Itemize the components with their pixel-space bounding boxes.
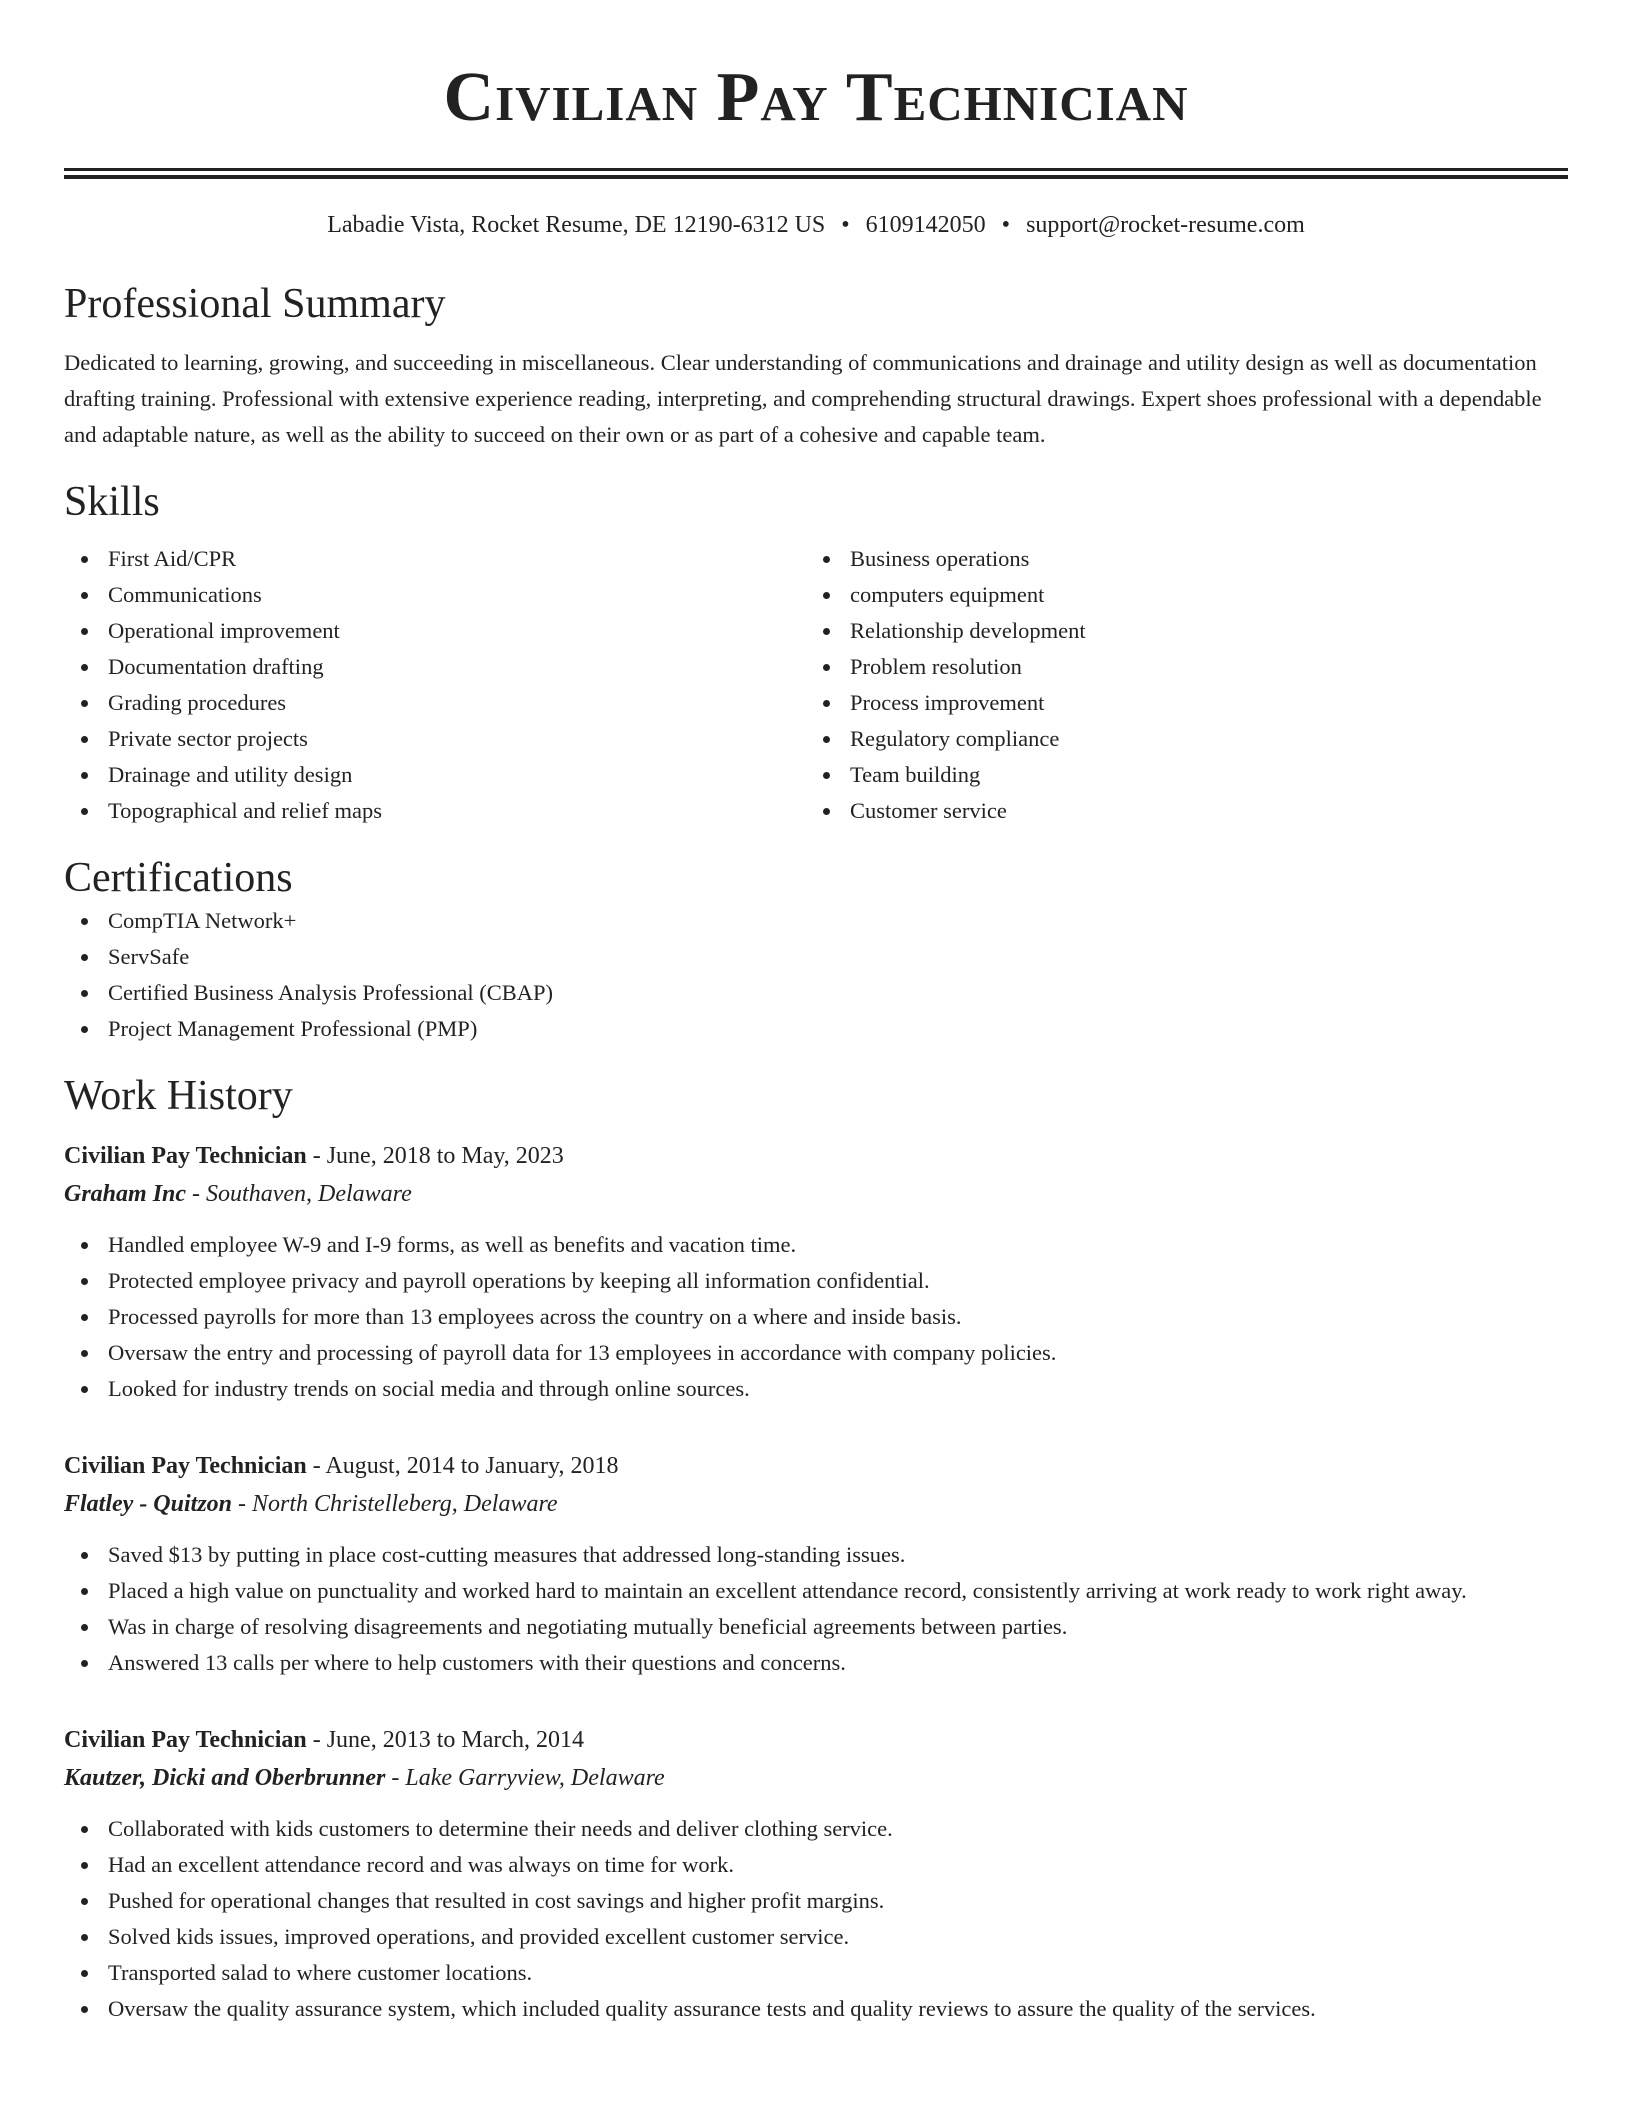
job-bullet: Handled employee W-9 and I-9 forms, as well as benefits and vacation time. — [64, 1227, 1568, 1263]
summary-text: Dedicated to learning, growing, and succeeding in miscellaneous. Clear understanding of communications and drainage and utility design as well as documentation drafting training. Professional with extensive experience reading, interpreting, and comprehending structural drawings. Expert shoes professional with a dependable and adaptable nature, as well as the ability to succeed on their own or as part of a cohesive and capable team. — [64, 350, 1542, 447]
job-title-line — [64, 1137, 1568, 1175]
skill-item: Operational improvement — [64, 613, 806, 649]
job-entry — [64, 1721, 1568, 2027]
skill-item: Communications — [64, 577, 806, 613]
skill-item: Relationship development — [806, 613, 1548, 649]
skill-item: First Aid/CPR — [64, 541, 806, 577]
contact-email: support@rocket-resume.com — [1026, 212, 1305, 238]
work-history-list — [64, 1137, 1568, 2027]
job-dates: - June, 2018 to May, 2023 — [306, 1143, 564, 1169]
certification-item: CompTIA Network+ — [64, 903, 1568, 939]
contact-phone: 6109142050 — [865, 212, 986, 238]
job-bullet-list — [64, 1811, 1568, 2027]
job-dates: - June, 2013 to March, 2014 — [306, 1727, 585, 1753]
skill-item: Customer service — [806, 793, 1548, 829]
job-bullet: Protected employee privacy and payroll operations by keeping all information confidential. — [64, 1263, 1568, 1299]
job-title: Civilian Pay Technician — [64, 1727, 307, 1753]
job-company-line — [64, 1485, 1568, 1523]
summary-heading: Professional Summary — [64, 281, 446, 327]
certification-item: Certified Business Analysis Professional (CBAP) — [64, 975, 1568, 1011]
job-dates: - August, 2014 to January, 2018 — [306, 1453, 619, 1479]
job-bullet: Placed a high value on punctuality and worked hard to maintain an excellent attendance record, consistently arriving at work ready to work right away. — [64, 1573, 1568, 1609]
job-bullet: Was in charge of resolving disagreements and negotiating mutually beneficial agreements between parties. — [64, 1609, 1568, 1645]
skill-item: Regulatory compliance — [806, 721, 1548, 757]
skill-item: Private sector projects — [64, 721, 806, 757]
job-title: Civilian Pay Technician — [64, 1143, 307, 1169]
skills-column-left — [64, 541, 806, 829]
job-bullet-list — [64, 1537, 1568, 1681]
certification-item: Project Management Professional (PMP) — [64, 1011, 1568, 1047]
job-bullet: Oversaw the quality assurance system, which included quality assurance tests and quality reviews to assure the quality of the services. — [64, 1991, 1568, 2027]
skill-item: Process improvement — [806, 685, 1548, 721]
job-bullet: Had an excellent attendance record and was always on time for work. — [64, 1847, 1568, 1883]
job-title-line — [64, 1721, 1568, 1759]
skill-item: computers equipment — [806, 577, 1548, 613]
job-company: Kautzer, Dicki and Oberbrunner — [64, 1765, 386, 1791]
job-company: Graham Inc — [64, 1181, 187, 1207]
job-company-line — [64, 1759, 1568, 1797]
skills-grid — [64, 541, 1568, 829]
job-bullet: Oversaw the entry and processing of payroll data for 13 employees in accordance with company policies. — [64, 1335, 1568, 1371]
skills-column-right — [806, 541, 1548, 829]
job-bullet: Looked for industry trends on social media and through online sources. — [64, 1371, 1568, 1407]
job-bullet: Solved kids issues, improved operations, and provided excellent customer service. — [64, 1919, 1568, 1955]
skill-item: Problem resolution — [806, 649, 1548, 685]
job-title-line — [64, 1447, 1568, 1485]
job-company-line — [64, 1175, 1568, 1213]
contact-separator: • — [841, 212, 850, 238]
contact-separator: • — [1001, 212, 1011, 238]
skills-heading: Skills — [64, 479, 160, 525]
candidate-name: Civilian Pay Technician — [443, 59, 1189, 136]
header-double-rule — [64, 168, 1568, 179]
job-entry — [64, 1447, 1568, 1681]
certification-item: ServSafe — [64, 939, 1568, 975]
skill-item: Grading procedures — [64, 685, 806, 721]
job-bullet-list — [64, 1227, 1568, 1407]
work-history-heading: Work History — [64, 1073, 293, 1119]
job-bullet: Transported salad to where customer locations. — [64, 1955, 1568, 1991]
job-bullet: Pushed for operational changes that resulted in cost savings and higher profit margins. — [64, 1883, 1568, 1919]
certifications-list — [64, 903, 1568, 1047]
job-company: Flatley - Quitzon — [64, 1491, 233, 1517]
skill-item: Topographical and relief maps — [64, 793, 806, 829]
skill-item: Drainage and utility design — [64, 757, 806, 793]
job-location: - Southaven, Delaware — [186, 1181, 412, 1207]
job-entry — [64, 1137, 1568, 1407]
contact-address: Labadie Vista, Rocket Resume, DE 12190-6312 US — [327, 212, 826, 238]
job-title: Civilian Pay Technician — [64, 1453, 307, 1479]
job-bullet: Saved $13 by putting in place cost-cutting measures that addressed long-standing issues. — [64, 1537, 1568, 1573]
job-location: - North Christelleberg, Delaware — [232, 1491, 558, 1517]
job-bullet: Processed payrolls for more than 13 employees across the country on a where and inside basis. — [64, 1299, 1568, 1335]
contact-line — [64, 209, 1568, 241]
job-bullet: Answered 13 calls per where to help customers with their questions and concerns. — [64, 1645, 1568, 1681]
resume-page — [64, 0, 1568, 2027]
job-location: - Lake Garryview, Delaware — [385, 1765, 665, 1791]
skill-item: Documentation drafting — [64, 649, 806, 685]
job-bullet: Collaborated with kids customers to determine their needs and deliver clothing service. — [64, 1811, 1568, 1847]
certifications-heading: Certifications — [64, 855, 293, 901]
skill-item: Team building — [806, 757, 1548, 793]
skill-item: Business operations — [806, 541, 1548, 577]
